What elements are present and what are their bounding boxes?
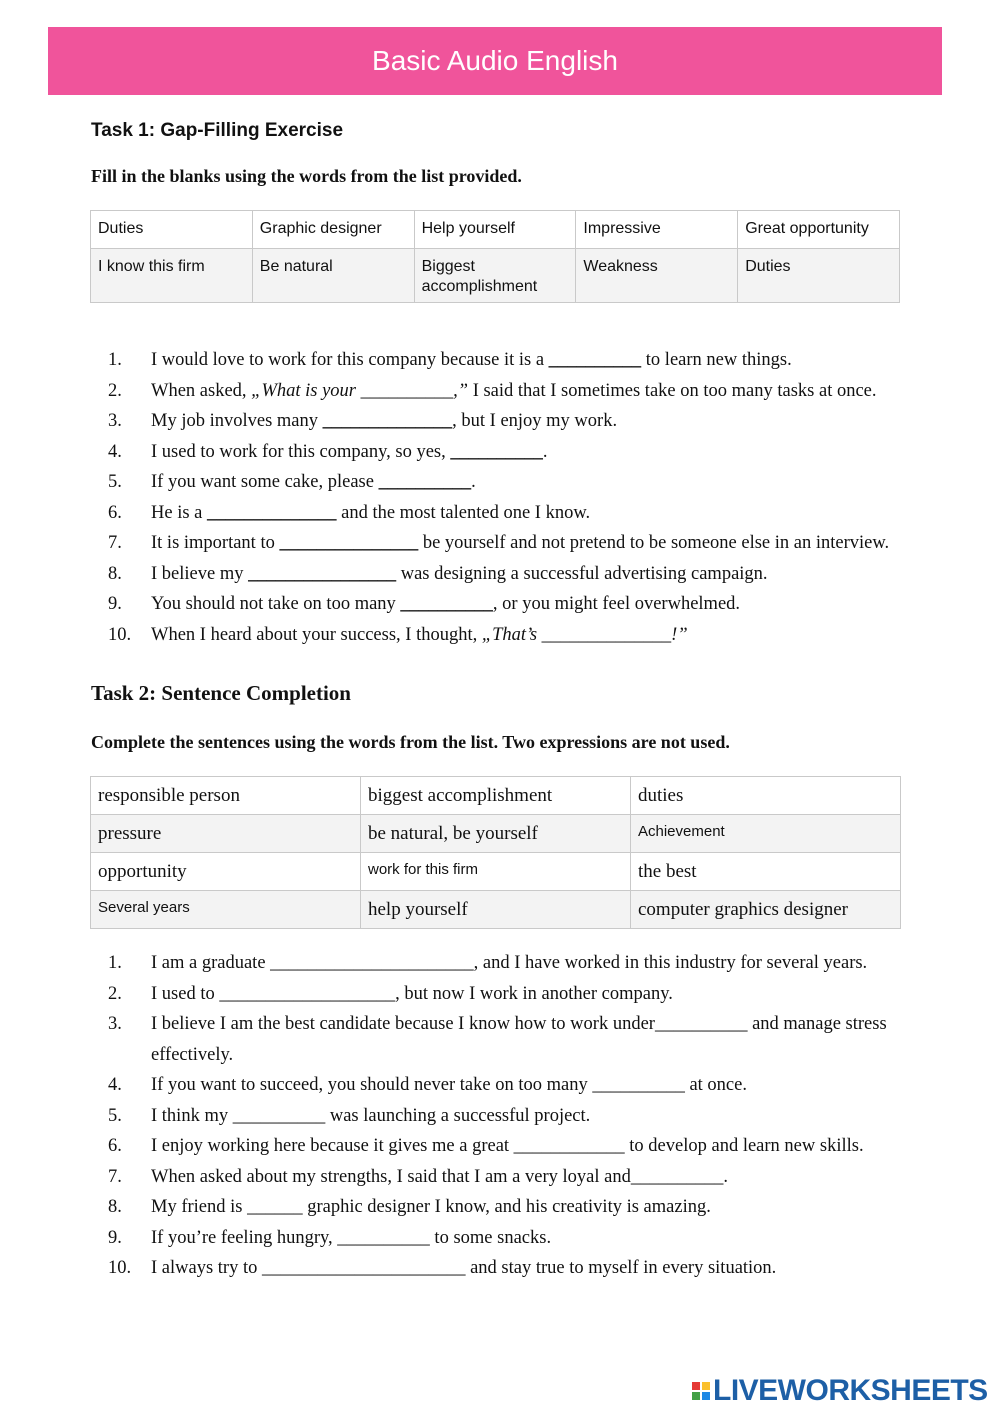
item-number: 10.: [108, 1258, 132, 1278]
answer-blank[interactable]: _______________: [279, 533, 419, 553]
item-text: , but I enjoy my work.: [452, 411, 618, 431]
item-text: I would love to work for this company because it is a: [151, 350, 549, 370]
item-text: If you’re feeling hungry, __________ to some snacks.: [151, 1227, 552, 1248]
item-text: to learn new things.: [641, 350, 792, 370]
item-number: 9.: [108, 594, 122, 614]
item-number: 4.: [108, 441, 122, 462]
table-row: [91, 249, 900, 303]
task1-word-table: [90, 210, 900, 303]
table-cell: help yourself: [361, 891, 631, 929]
item-number: 3.: [108, 411, 122, 431]
item-text: My job involves many: [151, 411, 323, 431]
list-item: [0, 1131, 1000, 1162]
item-number: 7.: [108, 533, 122, 553]
title-banner: [48, 27, 942, 95]
list-item: [0, 406, 1000, 437]
item-number: 5.: [108, 472, 122, 492]
table-cell: work for this firm: [361, 853, 631, 891]
table-cell: Impressive: [576, 211, 738, 249]
item-text: You should not take on too many: [151, 594, 401, 614]
answer-blank[interactable]: __________: [548, 350, 642, 370]
table-cell: Graphic designer: [252, 211, 414, 249]
list-item: [0, 1009, 966, 1070]
item-number: 7.: [108, 1166, 122, 1187]
page-title: Basic Audio English: [372, 45, 618, 76]
task2-list: [0, 948, 1000, 1284]
list-item: [0, 1070, 1000, 1101]
answer-blank[interactable]: „What is your __________,”: [251, 380, 469, 401]
item-number: 3.: [108, 1014, 122, 1034]
item-text: .: [542, 441, 548, 462]
list-item: [0, 559, 1000, 590]
task1-title: Task 1: Gap-Filling Exercise: [91, 120, 344, 141]
task2-title: Task 2: Sentence Completion: [91, 681, 351, 705]
list-item: [0, 948, 1000, 979]
item-text: I believe I am the best candidate because I know how to work under__________ and manage stress effectively.: [151, 1014, 887, 1065]
item-text: I enjoy working here because it gives me a great ____________ to develop and learn new skills.: [151, 1136, 864, 1156]
table-cell: Biggest accomplishment: [414, 249, 576, 303]
item-number: 8.: [108, 563, 122, 584]
table-cell: biggest accomplishment: [361, 777, 631, 815]
item-text: I think my __________ was launching a successful project.: [151, 1105, 591, 1126]
answer-blank[interactable]: __________: [400, 594, 493, 614]
list-item: [0, 1253, 1000, 1284]
item-text: It is important to: [151, 533, 280, 553]
list-item: [0, 376, 1000, 407]
item-text: , or you might feel overwhelmed.: [492, 594, 741, 614]
liveworksheets-logo: [692, 1376, 988, 1406]
item-text: My friend is ______ graphic designer I know, and his creativity is amazing.: [151, 1197, 711, 1217]
item-number: 6.: [108, 502, 122, 523]
table-cell: Achievement: [631, 815, 901, 853]
table-cell: computer graphics designer: [631, 891, 901, 929]
answer-blank[interactable]: „That’s ______________!”: [481, 624, 688, 645]
item-text: and the most talented one I know.: [336, 502, 591, 523]
item-text: When I heard about your success, I thought,: [151, 624, 482, 645]
item-text: be yourself and not pretend to be someone else in an interview.: [418, 533, 890, 553]
list-item: [0, 498, 1000, 529]
item-number: 1.: [108, 350, 122, 370]
item-text: He is a: [151, 502, 207, 523]
item-text: I said that I sometimes take on too many tasks at once.: [468, 380, 877, 401]
table-cell: be natural, be yourself: [361, 815, 631, 853]
list-item: [0, 437, 1000, 468]
item-number: 9.: [108, 1227, 122, 1248]
item-text: I always try to ______________________ and stay true to myself in every situation.: [151, 1258, 777, 1278]
item-text: I am a graduate ______________________, and I have worked in this industry for several years.: [151, 953, 868, 973]
item-number: 10.: [108, 624, 132, 645]
item-text: If you want some cake, please: [151, 472, 379, 492]
table-cell: opportunity: [91, 853, 361, 891]
item-text: I used to work for this company, so yes,: [151, 441, 451, 462]
item-number: 6.: [108, 1136, 122, 1156]
list-item: [0, 1162, 1000, 1193]
table-cell: Duties: [738, 249, 900, 303]
logo-square-icon: [692, 1382, 700, 1390]
item-number: 8.: [108, 1197, 122, 1217]
answer-blank[interactable]: ______________: [207, 502, 337, 523]
item-text: I believe my: [151, 563, 249, 584]
logo-square-icon: [702, 1382, 710, 1390]
list-item: [0, 979, 1000, 1010]
list-item: [0, 528, 1000, 559]
logo-mark-icon: [692, 1382, 710, 1400]
table-cell: Be natural: [252, 249, 414, 303]
table-row: [91, 891, 901, 929]
task2-word-table: [90, 776, 901, 929]
item-number: 4.: [108, 1075, 122, 1095]
item-number: 2.: [108, 983, 122, 1004]
list-item: [0, 589, 1000, 620]
table-row: [91, 815, 901, 853]
list-item: [0, 345, 1000, 376]
table-cell: I know this firm: [91, 249, 253, 303]
table-cell: pressure: [91, 815, 361, 853]
list-item: [0, 1223, 1000, 1254]
table-cell: Several years: [91, 891, 361, 929]
logo-square-icon: [702, 1392, 710, 1400]
answer-blank[interactable]: __________: [450, 441, 543, 462]
table-cell: duties: [631, 777, 901, 815]
item-text: When asked about my strengths, I said that I am a very loyal and__________.: [151, 1166, 728, 1187]
answer-blank[interactable]: ______________: [322, 411, 453, 431]
table-cell: Duties: [91, 211, 253, 249]
task2-instruction: Complete the sentences using the words from the list. Two expressions are not used.: [91, 732, 730, 752]
list-item: [0, 620, 1000, 651]
item-text: I used to ___________________, but now I work in another company.: [151, 983, 673, 1004]
table-row: [91, 853, 901, 891]
table-row: [91, 211, 900, 249]
list-item: [0, 1101, 1000, 1132]
list-item: [0, 1192, 1000, 1223]
item-number: 2.: [108, 380, 122, 401]
task1-instruction: Fill in the blanks using the words from the list provided.: [91, 166, 522, 186]
list-item: [0, 467, 1000, 498]
table-cell: responsible person: [91, 777, 361, 815]
item-text: When asked,: [151, 380, 252, 401]
item-number: 1.: [108, 953, 122, 973]
item-text: If you want to succeed, you should never take on too many __________ at once.: [151, 1075, 747, 1095]
answer-blank[interactable]: __________: [378, 472, 472, 492]
logo-text: LIVEWORKSHEETS: [713, 1374, 988, 1407]
answer-blank[interactable]: ________________: [248, 563, 397, 584]
table-cell: Help yourself: [414, 211, 576, 249]
logo-square-icon: [692, 1392, 700, 1400]
task1-list: [0, 345, 1000, 650]
table-row: [91, 777, 901, 815]
table-cell: Weakness: [576, 249, 738, 303]
item-text: was designing a successful advertising campaign.: [396, 563, 768, 584]
item-number: 5.: [108, 1105, 122, 1126]
table-cell: the best: [631, 853, 901, 891]
item-text: .: [471, 472, 476, 492]
table-cell: Great opportunity: [738, 211, 900, 249]
